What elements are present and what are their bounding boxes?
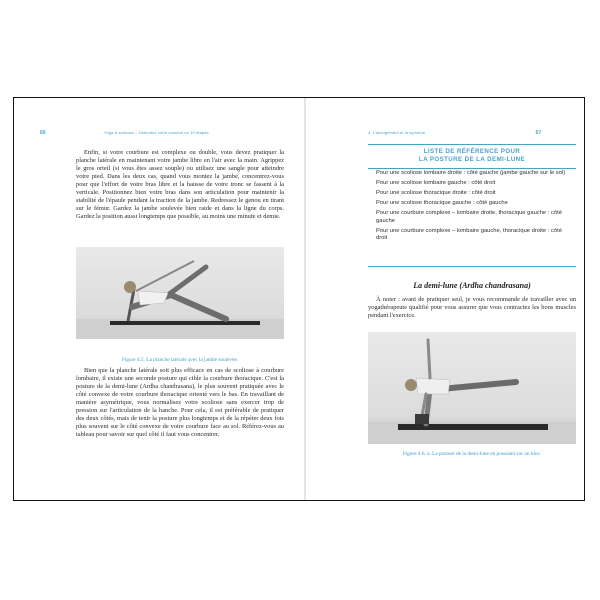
reference-title-line-2: LA POSTURE DE LA DEMI-LUNE (418, 156, 526, 163)
half-moon-photo (368, 332, 576, 444)
book-spread (13, 97, 585, 501)
right-running-header: 4. L'allongement et la symétrie (368, 130, 426, 135)
left-figure-caption: Figure 4.5. La planche latérale avec la jambe soulevée. (121, 357, 239, 363)
right-page-number: 67 (535, 130, 542, 136)
left-paragraph-1: Enfin, si votre courbure est complexe ou double, vous devez pratiquer la planche latérale en maintenant votre jambe libre en l'air avec la main. Agrippez le gros orteil (si vous êtes assez souple) ou utilisez une sangle pour atteindre votre pied. Dans les deux cas, quand vous montez la jambe, concentrez-vous pour que l'effort de votre bras libre et la hausse de votre tronc se fassent à la verticale. Positionnez bien votre bras dans son articulation pour maintenir la stabilité de l'épaule pendant la traction de la jambe. Redressez le genou en tirant sur le fémur. Gardez la jambe soulevée bien raide et dans la ligne du corps. Gardez la position aussi longtemps que possible, au moins une minute et demie. (76, 149, 284, 220)
left-page-number: 66 (40, 130, 46, 136)
right-figure-caption: Figure 4.6. a. La posture de la demi-lune en poussant sur un bloc. (402, 451, 542, 457)
right-page (306, 98, 586, 500)
right-page-header (368, 130, 541, 136)
left-page (14, 98, 304, 500)
left-running-header: Yoga & scoliose – Détendez votre colonne en 10 étapes (104, 130, 209, 135)
reference-item: Pour une scoliose thoracique droite : côté droit (376, 189, 496, 196)
left-page-header (40, 130, 209, 136)
side-plank-photo (76, 247, 284, 339)
reference-item: Pour une scoliose lombaire droite : côté gauche (jambe gauche sur le sol) (376, 170, 566, 176)
reference-box-title (368, 148, 576, 164)
reference-item: Pour une courbure complexe – lombaire gauche, thoracique droite : côté droit (376, 227, 562, 242)
section-title: La demi-lune (Ardha chandrasana) (413, 281, 531, 290)
note-paragraph: À noter : avant de pratiquer seul, je vous recommande de travailler avec un yogathérapeute qualifié pour vous assurer que vous contractez les bons muscles pendant l'exercice. (368, 296, 576, 319)
reference-box-bottom-rule (368, 266, 576, 267)
reference-item: Pour une scoliose thoracique gauche : côté gauche (376, 199, 508, 206)
reference-item: Pour une courbure complexe – lombaire droite, thoracique gauche : côté gauche (376, 209, 562, 224)
reference-list (376, 170, 566, 245)
reference-item: Pour une scoliose lombaire gauche : côté droit (376, 179, 496, 186)
left-paragraph-2: Bien que la planche latérale soit plus efficace en cas de scoliose à courbure lombaire, il existe une seconde posture qui cible la courbure thoracique. C'est la posture de la demi-lune (Ardha chandrasana), le plus souvent pratiquée avec le côté convexe de votre courbure thoracique orienté vers le bas. En travaillant de manière asymétrique, vous normalisez votre scoliose sans exercer trop de pression sur l'articulation de la hanche. Pour cela, il est préférable de pratiquer des deux côtés, mais de tenir la posture plus longtemps et de la répéter deux fois plus souvent sur le côté convexe de votre courbure face au sol. Référez-vous au tableau pour savoir sur quel côté il faut vous concentrer. (76, 367, 284, 438)
reference-box-top-rule (368, 144, 576, 145)
reference-title-line-1: LISTE DE RÉFÉRENCE POUR (423, 148, 521, 155)
